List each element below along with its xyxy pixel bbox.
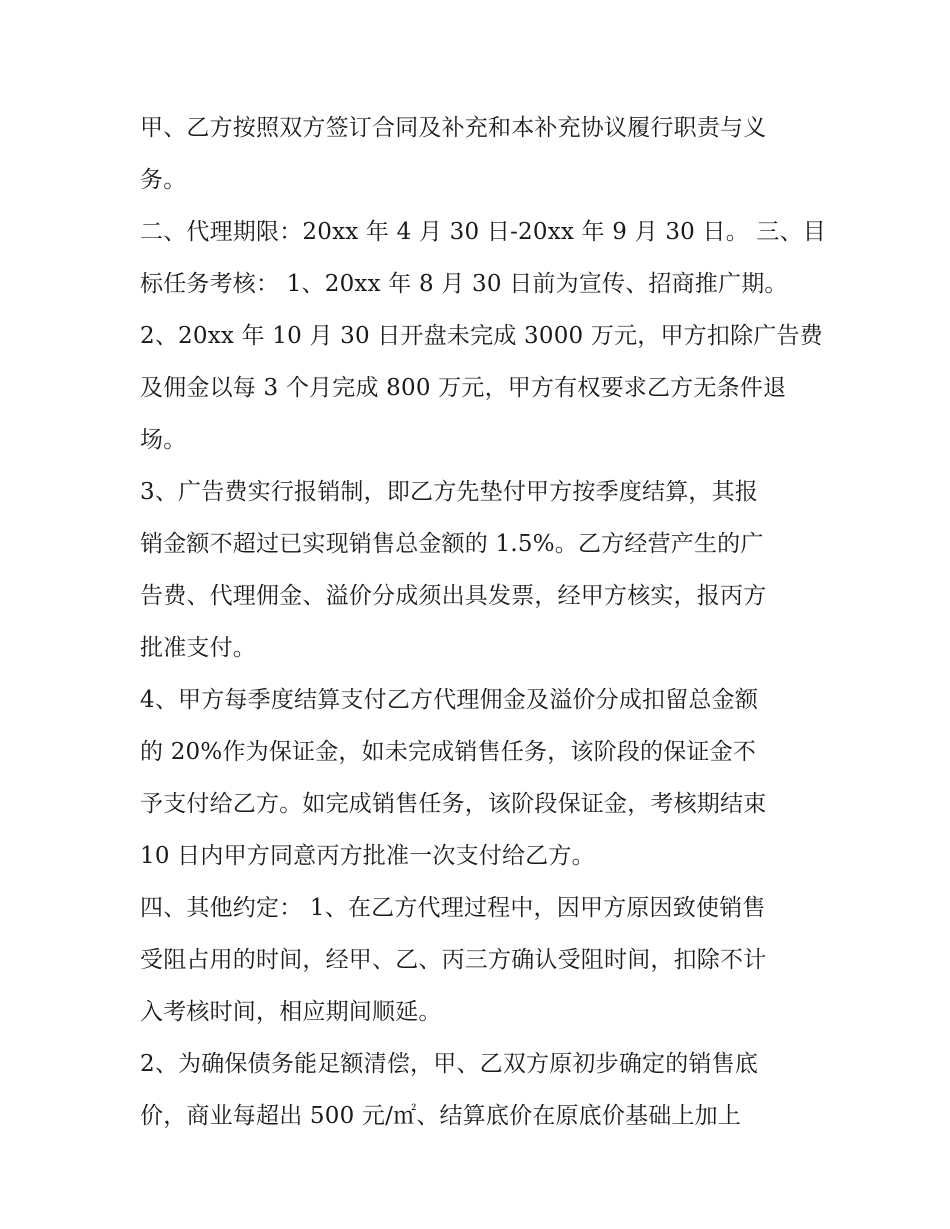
text-line: 甲、乙方按照双方签订合同及补充和本补充协议履行职责与义 [140,115,767,141]
text-line: 受阻占用的时间，经甲、乙、丙三方确认受阻时间，扣除不计 [140,947,767,973]
text-line: 价，商业每超出 500 元/㎡、结算底价在原底价基础上加上 [140,1103,742,1129]
text-line: 2、为确保债务能足额清偿，甲、乙双方原初步确定的销售底 [140,1051,759,1077]
text-line: 3、广告费实行报销制，即乙方先垫付甲方按季度结算，其报 [140,479,759,505]
text-line: 销金额不超过已实现销售总金额的 1.5%。乙方经营产生的广 [140,531,764,557]
text-line: 批准支付。 [140,635,256,661]
text-line: 标任务考核： 1、20xx 年 8 月 30 日前为宣传、招商推广期。 [140,271,788,297]
text-line: 2、20xx 年 10 月 30 日开盘未完成 3000 万元，甲方扣除广告费 [140,323,823,349]
text-line: 务。 [140,167,187,193]
document-body [140,102,827,1142]
text-line: 四、其他约定： 1、在乙方代理过程中，因甲方原因致使销售 [140,895,766,921]
text-line: 的 20%作为保证金，如未完成销售任务，该阶段的保证金不 [140,739,757,765]
text-line: 场。 [140,427,187,453]
text-line: 入考核时间，相应期间顺延。 [140,999,442,1025]
text-line: 予支付给乙方。如完成销售任务，该阶段保证金，考核期结束 [140,791,767,817]
text-line: 10 日内甲方同意丙方批准一次支付给乙方。 [140,843,595,869]
text-line: 4、甲方每季度结算支付乙方代理佣金及溢价分成扣留总金额 [140,687,759,713]
text-line: 二、代理期限：20xx 年 4 月 30 日-20xx 年 9 月 30 日。 三、目 [140,219,827,245]
text-line: 告费、代理佣金、溢价分成须出具发票，经甲方核实，报丙方 [140,583,767,609]
text-line: 及佣金以每 3 个月完成 800 万元，甲方有权要求乙方无条件退 [140,375,787,401]
